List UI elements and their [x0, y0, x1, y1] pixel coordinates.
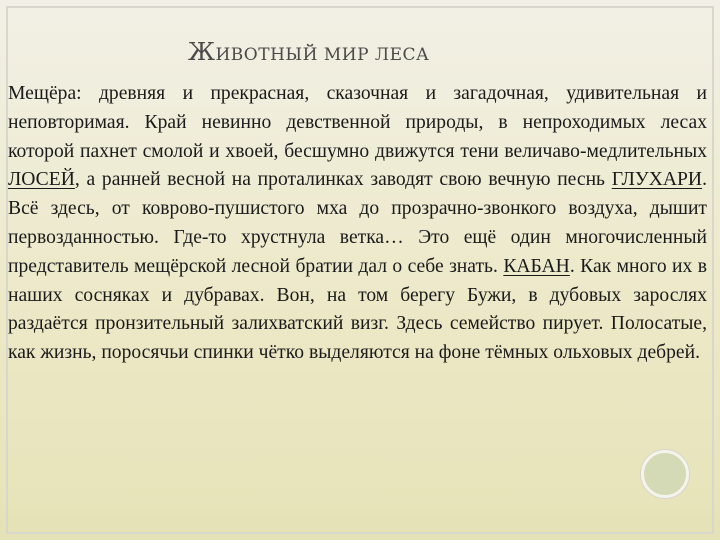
decorative-circle — [641, 450, 689, 498]
frame-top-line — [6, 6, 714, 8]
body-text-segment: . Всё здесь, от коврово-пушистого мха до прозрачно-звонкого воздуха, дышит первозданностью. Где-то хрустнула ветка… Это ещё один многочисленный представитель мещёрской лесной братии дал о себе знать. — [8, 169, 707, 277]
underlined-word-boar: КАБАН — [503, 255, 570, 277]
underlined-word-elk: ЛОСЕЙ — [8, 169, 75, 191]
slide-title — [188, 38, 429, 66]
body-text-segment: Мещёра: древняя и прекрасная, сказочная и загадочная, удивительная и неповторимая. Край невинно девственной природы, в непроходимых лесах которой пахнет смолой и хвоей, бесшумно движутся тени величаво-медлительных — [8, 83, 707, 162]
underlined-word-capercaillie: ГЛУХАРИ — [611, 169, 703, 191]
slide-title-rest: ИВОТНЫЙ МИР ЛЕСА — [215, 45, 430, 65]
frame-bottom-line — [6, 532, 714, 534]
slide-title-initial: Ж — [188, 38, 216, 66]
body-text — [8, 80, 707, 368]
frame-right-line — [712, 6, 714, 534]
body-text-segment: . Как много их в наших сосняках и дубравах. Вон, на том берегу Бужи, в дубовых зарослях раздаётся пронзительный залихватский визг. Здесь семейство пирует. Полосатые, как жизнь, поросячьи спинки чётко выделяются на фоне тёмных ольховых дебрей. — [8, 255, 707, 364]
body-text-segment: , а ранней весной на проталинках заводят свою вечную песнь — [74, 169, 612, 191]
